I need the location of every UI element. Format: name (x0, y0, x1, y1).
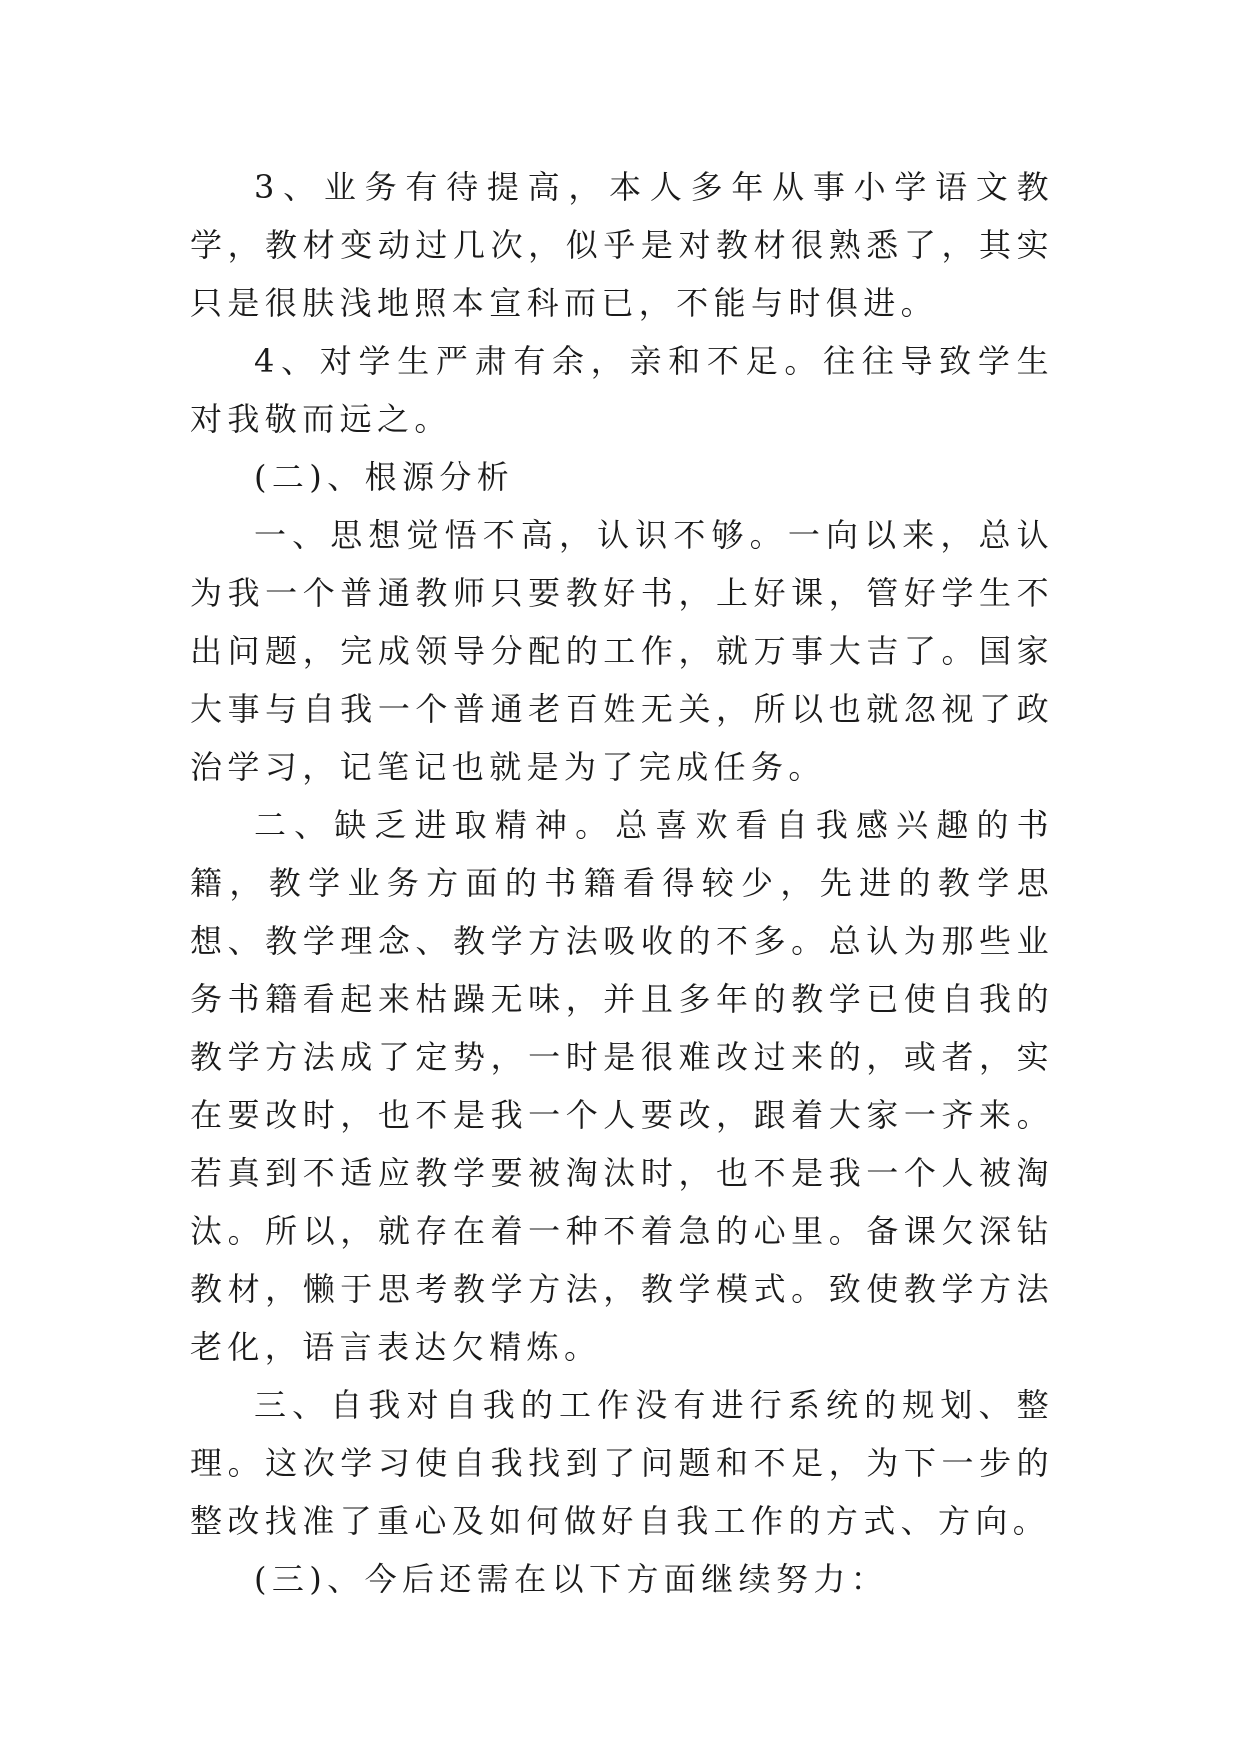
paragraph-business-improvement: 3、业务有待提高，本人多年从事小学语文教学，教材变动过几次，似乎是对教材很熟悉了，其实只是很肤浅地照本宣科而已，不能与时俱进。 (190, 168, 1054, 322)
section-heading-root-cause: (二)、根源分析 (254, 458, 515, 496)
section-heading-future-efforts: (三)、今后还需在以下方面继续努力： (254, 1560, 889, 1598)
paragraph-student-relations: 4、对学生严肃有余，亲和不足。往往导致学生对我敬而远之。 (190, 342, 1054, 438)
paragraph-planning: 三、自我对自我的工作没有进行系统的规划、整理。这次学习使自我找到了问题和不足，为下一步的整改找准了重心及如何做好自我工作的方式、方向。 (190, 1386, 1054, 1540)
paragraph-awareness: 一、思想觉悟不高，认识不够。一向以来，总认为我一个普通教师只要教好书，上好课，管好学生不出问题，完成领导分配的工作，就万事大吉了。国家大事与自我一个普通老百姓无关，所以也就忽视了政治学习，记笔记也就是为了完成任务。 (190, 516, 1054, 786)
paragraph-enterprise: 二、缺乏进取精神。总喜欢看自我感兴趣的书籍，教学业务方面的书籍看得较少，先进的教学思想、教学理念、教学方法吸收的不多。总认为那些业务书籍看起来枯躁无味，并且多年的教学已使自我的教学方法成了定势，一时是很难改过来的，或者，实在要改时，也不是我一个人要改，跟着大家一齐来。若真到不适应教学要被淘汰时，也不是我一个人被淘汰。所以，就存在着一种不着急的心里。备课欠深钻教材，懒于思考教学方法，教学模式。致使教学方法老化，语言表达欠精炼。 (190, 806, 1054, 1366)
document-body (190, 158, 1054, 1608)
